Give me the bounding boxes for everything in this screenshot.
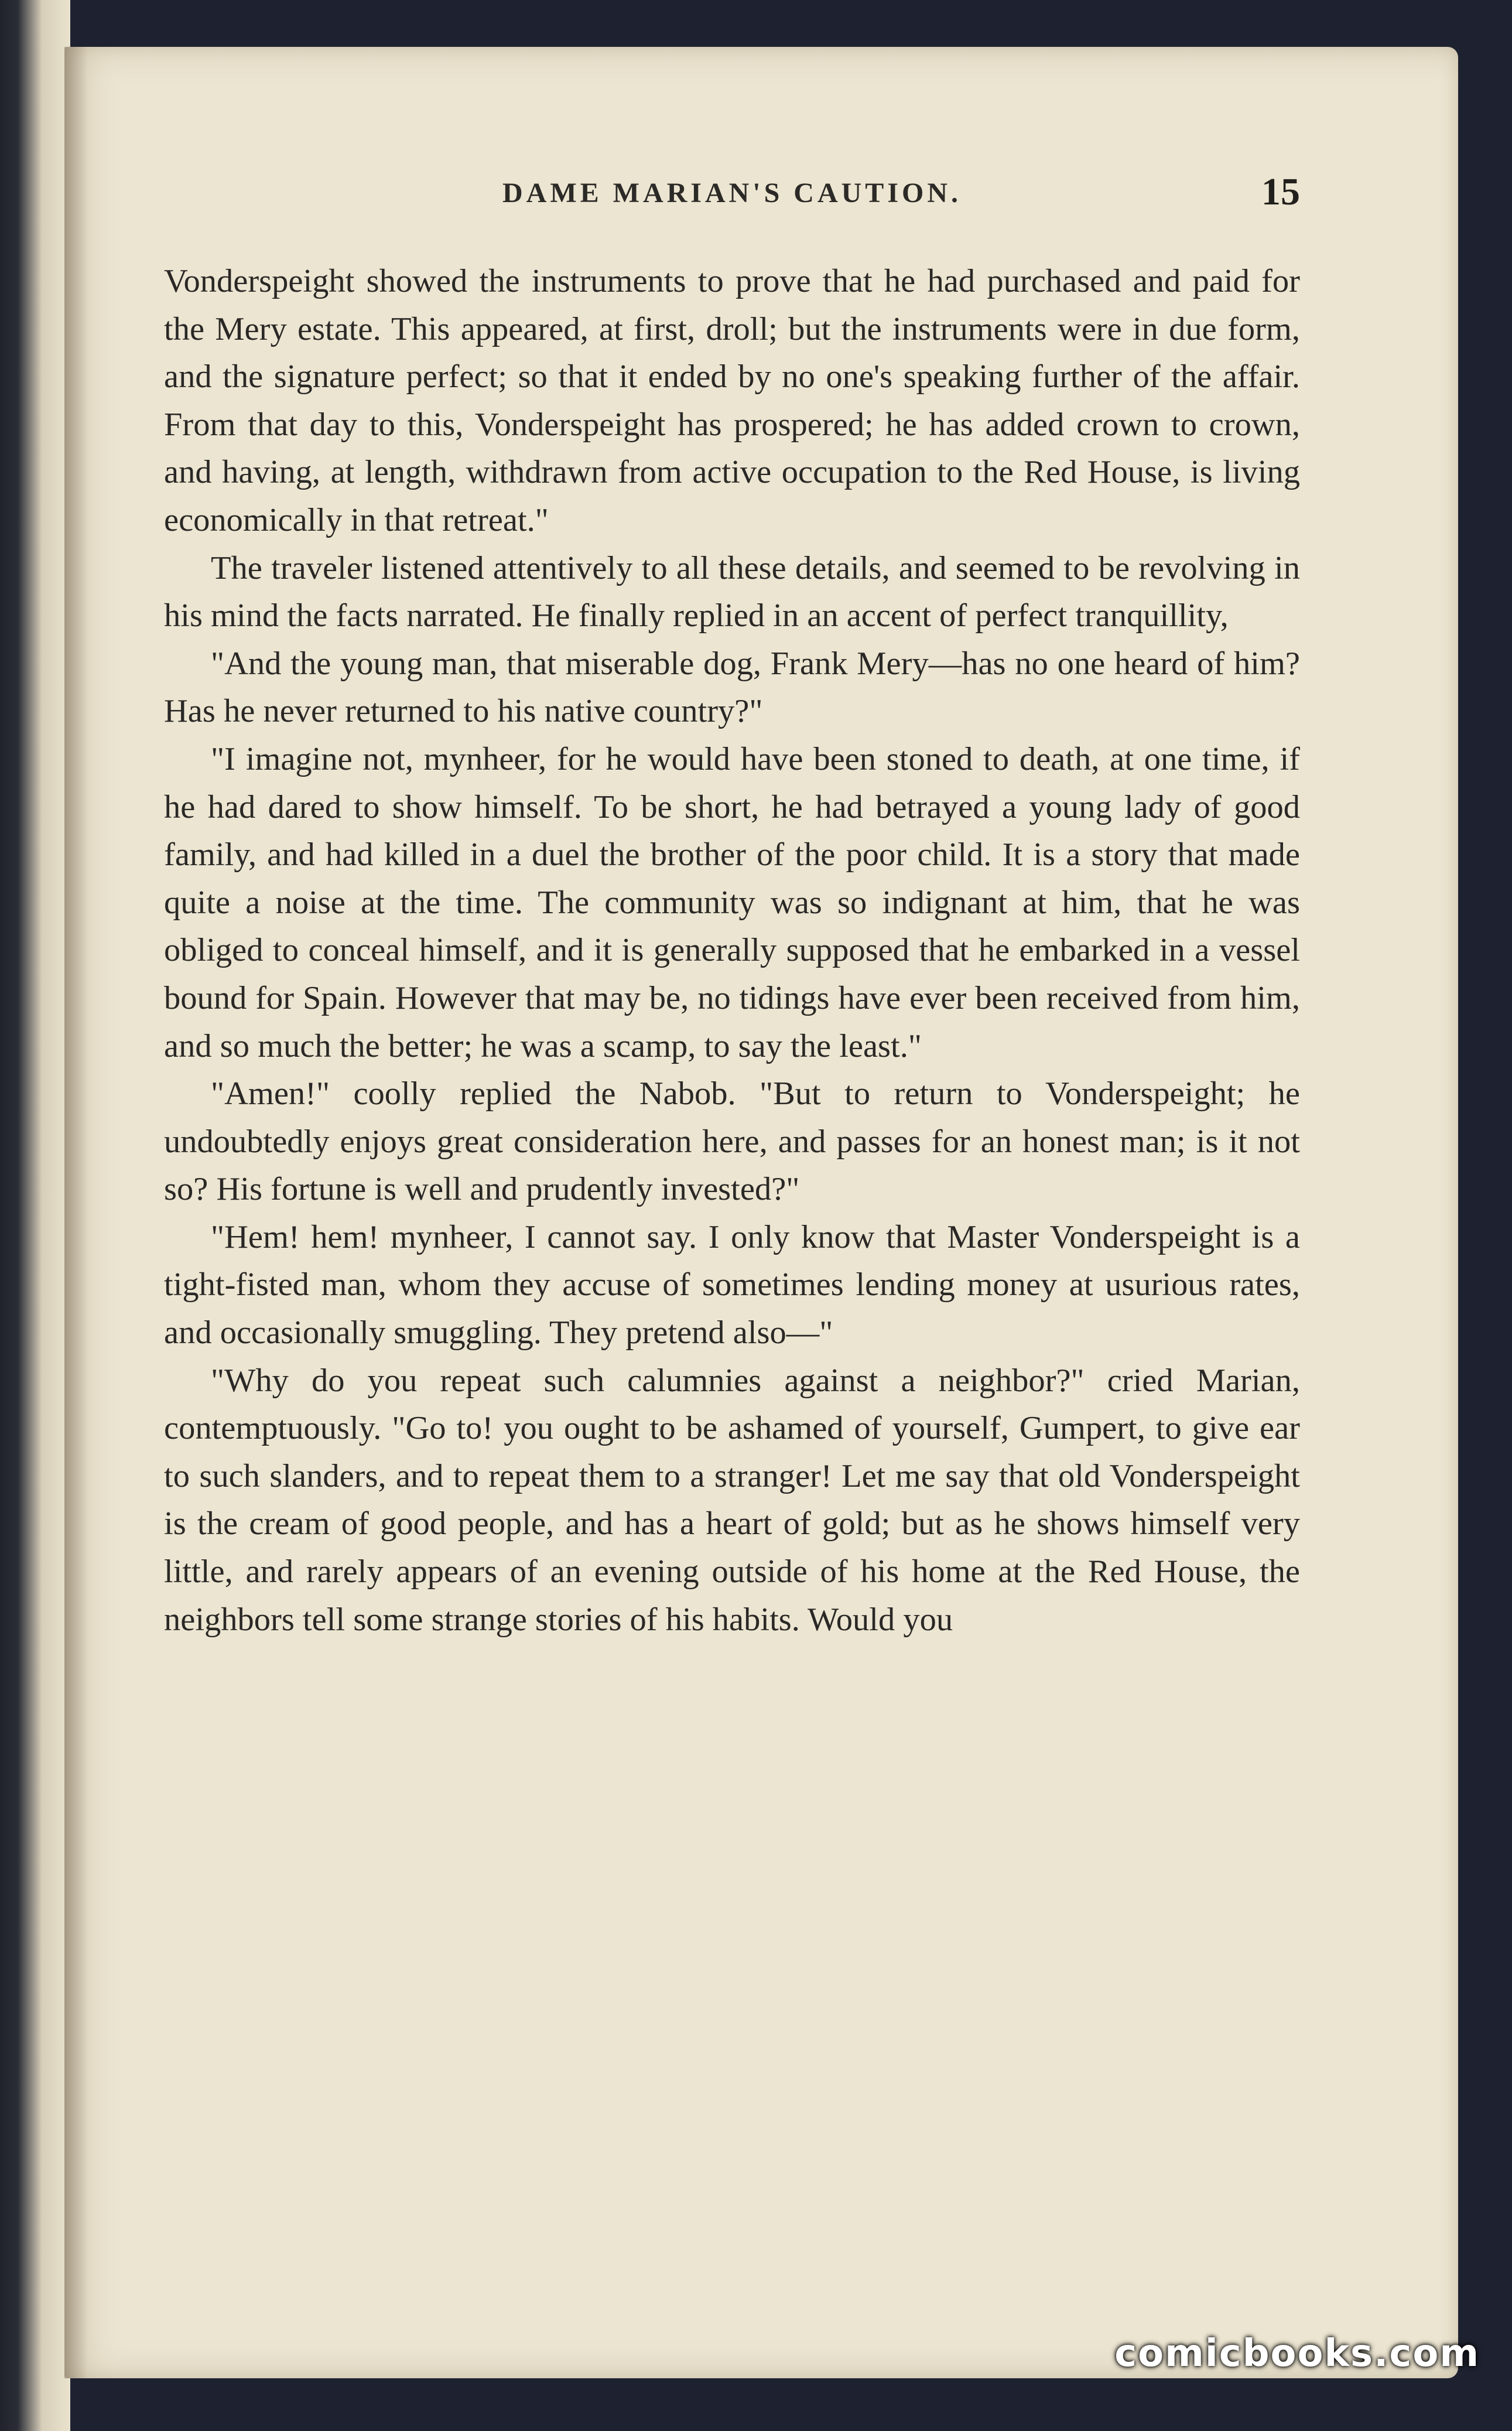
paragraph: "And the young man, that miserable dog, Frank Mery—has no one heard of him? Has he never returned to his native country?" xyxy=(164,645,1300,730)
paragraph: "Why do you repeat such calumnies against a neighbor?" cried Marian, contemptuously. "Go to! you ought to be ashamed of yourself, Gumpert, to give ear to such slanders, and to repeat them to a stranger! Let me say that old Vonderspeight is the cream of good people, and has a heart of gold; but as he shows himself very little, and rarely appears of an evening outside of his home at the Red House, the neighbors tell some strange stories of his habits. Would you xyxy=(164,1362,1300,1638)
page-number: 15 xyxy=(1261,170,1300,213)
book-left-edge xyxy=(0,0,70,2431)
paragraph: "Amen!" coolly replied the Nabob. "But to return to Vonderspeight; he undoubtedly enjoys great consideration here, and passes for an honest man; is it not so? His fortune is well and prudently invested?" xyxy=(164,1075,1300,1208)
site-watermark: comicbooks.com xyxy=(1114,2332,1480,2375)
running-head: DAME MARIAN'S CAUTION. xyxy=(502,177,962,209)
page-header xyxy=(164,170,1300,223)
page-body xyxy=(164,258,1300,1644)
paragraph: The traveler listened attentively to all these details, and seemed to be revolving in his mind the facts narrated. He finally replied in an accent of perfect tranquillity, xyxy=(164,549,1300,634)
paragraph: "I imagine not, mynheer, for he would have been stoned to death, at one time, if he had dared to show himself. To be short, he had betrayed a young lady of good family, and had killed in a duel the brother of the poor child. It is a story that made quite a noise at the time. The community was so indignant at him, that he was obliged to conceal himself, and it is generally supposed that he embarked in a vessel bound for Spain. However that may be, no tidings have ever been received from him, and so much the better; he was a scamp, to say the least." xyxy=(164,740,1300,1064)
paragraph: Vonderspeight showed the instruments to prove that he had purchased and paid for the Mery estate. This appeared, at first, droll; but the instruments were in due form, and the signature perfect; so that it ended by no one's speaking further of the affair. From that day to this, Vonderspeight has prospered; he has added crown to crown, and having, at length, withdrawn from active occupation to the Red House, is living economically in that retreat." xyxy=(164,263,1300,538)
paragraph: "Hem! hem! mynheer, I cannot say. I only know that Master Vonderspeight is a tight-fisted man, whom they accuse of sometimes lending money at usurious rates, and occasionally smuggling. They pretend also—" xyxy=(164,1218,1300,1351)
spine-shadow xyxy=(64,47,88,2378)
